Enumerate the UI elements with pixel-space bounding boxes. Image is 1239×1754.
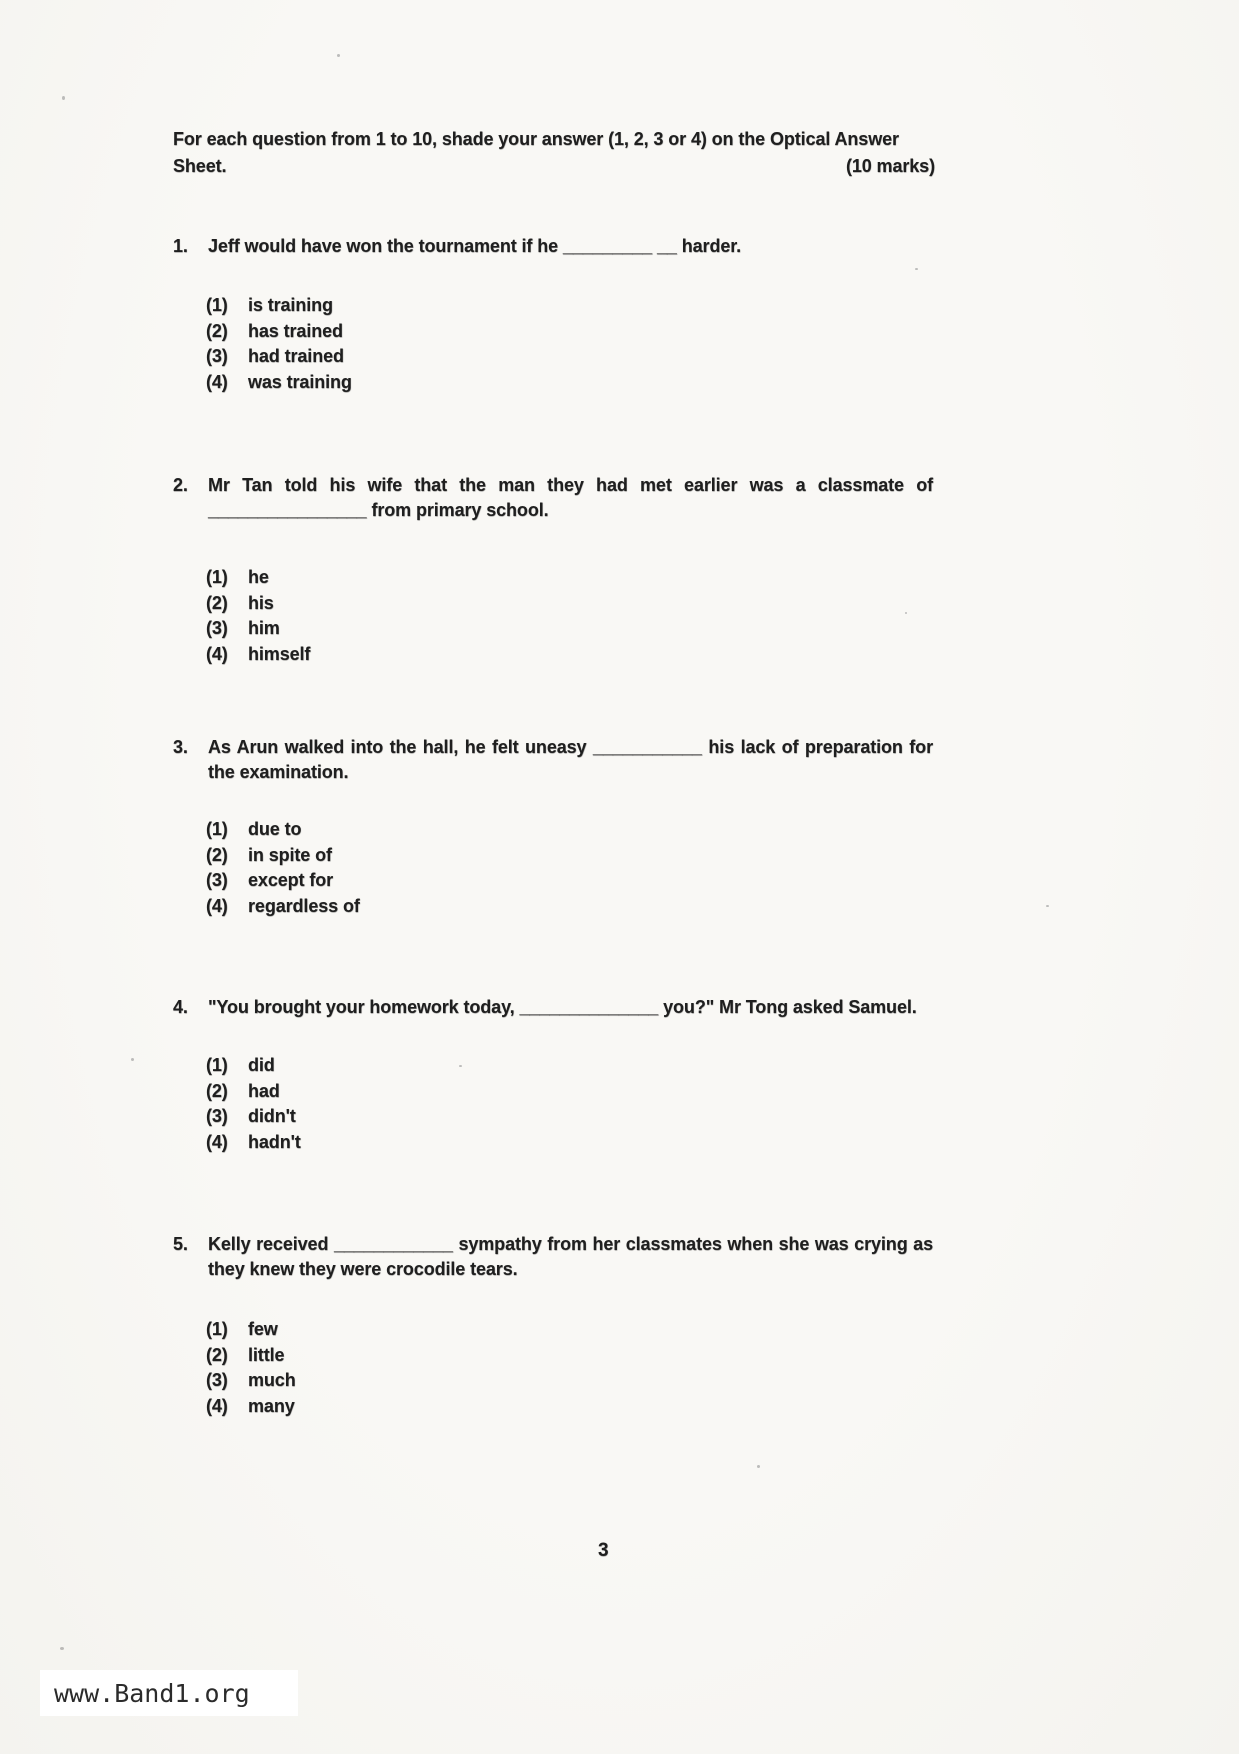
option-label: (1): [206, 567, 228, 587]
option-text: him: [248, 618, 280, 638]
question-number: 5.: [173, 1234, 188, 1254]
option-row: [206, 817, 933, 843]
option-text: is training: [248, 295, 333, 315]
scan-speck: [757, 1465, 760, 1468]
page-number: 3: [598, 1540, 609, 1561]
option-text: regardless of: [248, 895, 360, 916]
option-label: (3): [206, 346, 228, 366]
option-row: [206, 319, 933, 345]
option-row: [206, 370, 933, 396]
option-text: his: [248, 592, 274, 613]
question-text: "You brought your homework today, ______________ you?" Mr Tong asked Samuel.: [208, 997, 917, 1017]
options-list: [206, 293, 933, 395]
option-row: [206, 1130, 933, 1156]
option-label: (4): [206, 895, 228, 916]
option-label: (2): [206, 592, 228, 613]
option-text: was training: [248, 371, 352, 392]
option-text: he: [248, 567, 269, 587]
scan-speck: [60, 1647, 64, 1650]
marks-label: (10 marks): [845, 156, 935, 176]
question-text: Jeff would have won the tournament if he _________ __ harder.: [208, 236, 742, 256]
option-label: (2): [206, 844, 228, 865]
option-text: except for: [248, 870, 334, 890]
option-label: (2): [206, 320, 228, 341]
option-label: (4): [206, 1395, 228, 1416]
option-row: [206, 344, 933, 370]
watermark-text: www.Band1.org: [54, 1678, 250, 1708]
option-text: did: [248, 1055, 275, 1075]
option-row: [206, 1104, 933, 1130]
question-2: [173, 473, 933, 667]
question-number: 4.: [173, 997, 188, 1017]
option-text: himself: [248, 643, 311, 664]
option-text: hadn't: [248, 1131, 301, 1152]
instructions-block: [173, 126, 935, 180]
option-text: few: [248, 1319, 278, 1339]
option-row: [206, 1368, 933, 1394]
option-label: (4): [206, 1131, 228, 1152]
option-label: (3): [206, 1370, 228, 1390]
question-3: [173, 735, 933, 919]
option-text: many: [248, 1395, 295, 1416]
question-number: 3.: [173, 737, 188, 757]
option-row: [206, 894, 933, 920]
question-5: [173, 1232, 933, 1419]
question-text: As Arun walked into the hall, he felt uneasy ___________ his lack of preparation for the examination.: [208, 737, 933, 782]
option-text: much: [248, 1370, 296, 1390]
option-text: little: [248, 1344, 285, 1365]
option-label: (1): [206, 819, 228, 839]
option-label: (3): [206, 618, 228, 638]
watermark-strip: [40, 1670, 298, 1716]
question-text: Mr Tan told his wife that the man they had met earlier was a classmate of ________________ from primary school.: [208, 475, 933, 520]
option-label: (2): [206, 1344, 228, 1365]
option-text: didn't: [248, 1106, 296, 1126]
question-number: 2.: [173, 475, 188, 495]
option-text: had: [248, 1080, 280, 1101]
option-row: [206, 1317, 933, 1343]
option-row: [206, 591, 933, 617]
option-row: [206, 843, 933, 869]
option-row: [206, 293, 933, 319]
option-label: (2): [206, 1080, 228, 1101]
question-1: [173, 234, 933, 395]
option-label: (1): [206, 1319, 228, 1339]
options-list: [206, 817, 933, 919]
option-label: (1): [206, 295, 228, 315]
option-row: [206, 1053, 933, 1079]
scan-speck: [459, 1065, 462, 1067]
option-text: had trained: [248, 346, 344, 366]
scan-speck: [131, 1058, 134, 1061]
options-list: [206, 1317, 933, 1419]
scan-speck: [337, 54, 340, 57]
scan-speck: [1046, 905, 1049, 907]
option-label: (1): [206, 1055, 228, 1075]
option-label: (3): [206, 1106, 228, 1126]
option-label: (3): [206, 870, 228, 890]
options-list: [206, 565, 933, 667]
question-4: [173, 995, 933, 1155]
options-list: [206, 1053, 933, 1155]
option-row: [206, 1343, 933, 1369]
scan-speck: [905, 612, 907, 614]
question-number: 1.: [173, 236, 188, 256]
option-row: [206, 868, 933, 894]
option-text: due to: [248, 819, 302, 839]
scan-speck: [915, 268, 918, 270]
option-row: [206, 616, 933, 642]
option-text: has trained: [248, 320, 343, 341]
scan-speck: [62, 96, 65, 100]
instruction-text: For each question from 1 to 10, shade your answer (1, 2, 3 or 4) on the Optical Answer Sheet.: [173, 129, 899, 176]
option-row: [206, 565, 933, 591]
option-row: [206, 1079, 933, 1105]
option-label: (4): [206, 643, 228, 664]
option-text: in spite of: [248, 844, 332, 865]
option-label: (4): [206, 371, 228, 392]
option-row: [206, 1394, 933, 1420]
question-text: Kelly received ____________ sympathy from her classmates when she was crying as they knew they were crocodile tears.: [208, 1234, 933, 1279]
option-row: [206, 642, 933, 668]
